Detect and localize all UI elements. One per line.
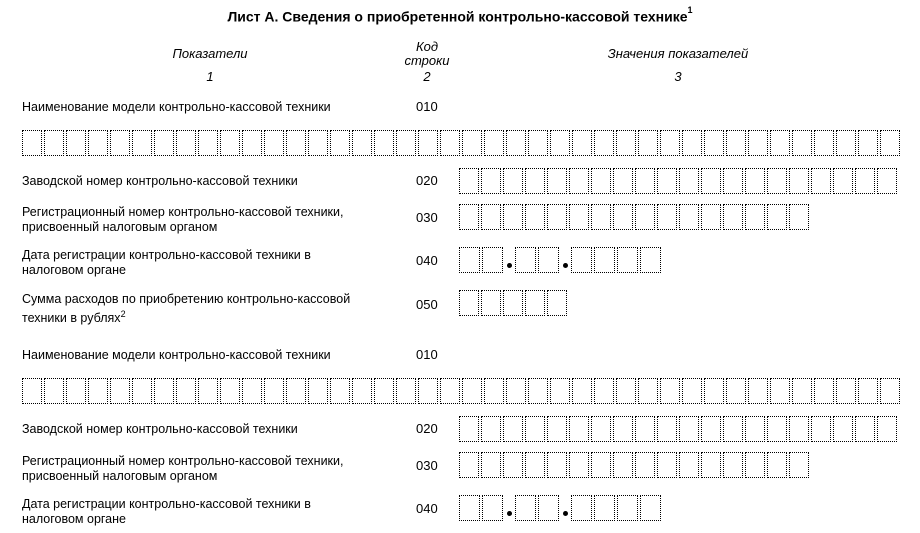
- input-cell[interactable]: [506, 130, 526, 156]
- input-cell[interactable]: [525, 290, 545, 316]
- input-cell[interactable]: [286, 130, 306, 156]
- model-name-label-2: Наименование модели контрольно-кассовой техники: [22, 348, 331, 362]
- input-cell[interactable]: [679, 168, 699, 194]
- input-cell[interactable]: [594, 378, 614, 404]
- input-cell[interactable]: [660, 130, 680, 156]
- input-cell[interactable]: [591, 168, 611, 194]
- date-separator-dot: [505, 495, 515, 521]
- input-cell[interactable]: [462, 378, 482, 404]
- input-cell[interactable]: [110, 130, 130, 156]
- serial-number-code-2: 020: [416, 421, 438, 436]
- registration-date-label-line2: налоговом органе: [22, 263, 126, 277]
- registration-number-code: 030: [416, 210, 438, 225]
- input-cell[interactable]: [459, 247, 480, 273]
- input-cell[interactable]: [198, 130, 218, 156]
- input-cell[interactable]: [264, 130, 284, 156]
- input-cell[interactable]: [462, 130, 482, 156]
- input-cell[interactable]: [459, 168, 479, 194]
- input-cell[interactable]: [154, 130, 174, 156]
- input-cell[interactable]: [154, 378, 174, 404]
- input-cell[interactable]: [635, 168, 655, 194]
- input-cell[interactable]: [396, 130, 416, 156]
- input-cell[interactable]: [701, 416, 721, 442]
- input-cell[interactable]: [726, 378, 746, 404]
- input-cell[interactable]: [613, 204, 633, 230]
- model-name-input-cells[interactable]: [22, 130, 902, 158]
- input-cell[interactable]: [811, 168, 831, 194]
- registration-date-code: 040: [416, 253, 438, 268]
- input-cell[interactable]: [767, 168, 787, 194]
- input-cell[interactable]: [459, 290, 479, 316]
- registration-number-code-2: 030: [416, 458, 438, 473]
- input-cell[interactable]: [591, 416, 611, 442]
- input-cell[interactable]: [418, 130, 438, 156]
- purchase-sum-label: [22, 292, 350, 326]
- input-cell[interactable]: [66, 130, 86, 156]
- input-cell[interactable]: [481, 290, 501, 316]
- column-number-1: 1: [206, 69, 214, 84]
- purchase-sum-label-line2: техники в рублях: [22, 311, 121, 326]
- input-cell[interactable]: [481, 416, 501, 442]
- serial-number-input-cells-2[interactable]: [459, 416, 899, 444]
- serial-number-code: 020: [416, 173, 438, 188]
- input-cell[interactable]: [591, 204, 611, 230]
- form-title-text: Лист А. Сведения о приобретенной контрольно-кассовой технике: [227, 8, 688, 25]
- input-cell[interactable]: [110, 378, 130, 404]
- input-cell[interactable]: [635, 416, 655, 442]
- input-cell[interactable]: [374, 378, 394, 404]
- input-cell[interactable]: [440, 378, 460, 404]
- model-name-code-2: 010: [416, 347, 438, 362]
- input-cell[interactable]: [528, 130, 548, 156]
- input-cell[interactable]: [525, 416, 545, 442]
- input-cell[interactable]: [723, 204, 743, 230]
- registration-date-label: [22, 248, 311, 278]
- input-cell[interactable]: [660, 378, 680, 404]
- registration-date-label-2: [22, 497, 311, 527]
- purchase-sum-code: 050: [416, 297, 438, 312]
- input-cell[interactable]: [547, 452, 567, 478]
- registration-number-label-2: [22, 454, 343, 484]
- input-cell[interactable]: [569, 204, 589, 230]
- input-cell[interactable]: [638, 130, 658, 156]
- purchase-sum-input-cells[interactable]: [459, 290, 569, 318]
- input-cell[interactable]: [418, 378, 438, 404]
- input-cell[interactable]: [220, 130, 240, 156]
- date-separator-dot: [561, 495, 571, 521]
- input-cell[interactable]: [440, 130, 460, 156]
- input-cell[interactable]: [880, 130, 900, 156]
- input-cell[interactable]: [792, 378, 812, 404]
- registration-number-label-2-line1: Регистрационный номер контрольно-кассовой техники,: [22, 454, 344, 468]
- serial-number-input-cells[interactable]: [459, 168, 899, 196]
- input-cell[interactable]: [635, 452, 655, 478]
- input-cell[interactable]: [789, 168, 809, 194]
- input-cell[interactable]: [330, 378, 350, 404]
- input-cell[interactable]: [484, 378, 504, 404]
- input-cell[interactable]: [682, 378, 702, 404]
- input-cell[interactable]: [220, 378, 240, 404]
- purchase-sum-label-line1: Сумма расходов по приобретению контрольно-кассовой: [22, 292, 351, 306]
- input-cell[interactable]: [833, 416, 853, 442]
- input-cell[interactable]: [836, 378, 856, 404]
- input-cell[interactable]: [569, 416, 589, 442]
- registration-date-input-cells-2[interactable]: [459, 495, 663, 523]
- serial-number-label: Заводской номер контрольно-кассовой техники: [22, 174, 298, 188]
- registration-number-label: [22, 205, 343, 235]
- registration-date-label-2-line2: налоговом органе: [22, 512, 126, 526]
- input-cell[interactable]: [176, 130, 196, 156]
- title-footnote-marker: 1: [687, 5, 693, 15]
- input-cell[interactable]: [657, 204, 677, 230]
- registration-date-input-cells[interactable]: [459, 247, 663, 275]
- input-cell[interactable]: [613, 168, 633, 194]
- date-separator-dot: [505, 247, 515, 273]
- input-cell[interactable]: [132, 378, 152, 404]
- input-cell[interactable]: [792, 130, 812, 156]
- registration-number-label-line2: присвоенный налоговым органом: [22, 220, 218, 234]
- registration-number-input-cells[interactable]: [459, 204, 811, 232]
- input-cell[interactable]: [789, 416, 809, 442]
- input-cell[interactable]: [22, 130, 42, 156]
- input-cell[interactable]: [242, 130, 262, 156]
- input-cell[interactable]: [726, 130, 746, 156]
- input-cell[interactable]: [679, 452, 699, 478]
- input-cell[interactable]: [635, 204, 655, 230]
- input-cell[interactable]: [855, 416, 875, 442]
- input-cell[interactable]: [482, 495, 503, 521]
- input-cell[interactable]: [833, 168, 853, 194]
- input-cell[interactable]: [745, 204, 765, 230]
- input-cell[interactable]: [789, 204, 809, 230]
- input-cell[interactable]: [767, 452, 787, 478]
- sum-footnote-marker: 2: [120, 309, 126, 319]
- registration-date-label-2-line1: Дата регистрации контрольно-кассовой техники в: [22, 497, 311, 511]
- input-cell[interactable]: [591, 452, 611, 478]
- input-cell[interactable]: [748, 378, 768, 404]
- input-cell[interactable]: [745, 168, 765, 194]
- column-header-indicators: Показатели: [172, 46, 248, 61]
- input-cell[interactable]: [525, 204, 545, 230]
- input-cell[interactable]: [459, 204, 479, 230]
- input-cell[interactable]: [484, 130, 504, 156]
- input-cell[interactable]: [481, 452, 501, 478]
- input-cell[interactable]: [723, 168, 743, 194]
- input-cell[interactable]: [767, 416, 787, 442]
- input-cell[interactable]: [723, 416, 743, 442]
- input-cell[interactable]: [723, 452, 743, 478]
- input-cell[interactable]: [525, 452, 545, 478]
- input-cell[interactable]: [638, 378, 658, 404]
- column-number-2: 2: [423, 69, 431, 84]
- input-cell[interactable]: [547, 168, 567, 194]
- input-cell[interactable]: [481, 168, 501, 194]
- input-cell[interactable]: [286, 378, 306, 404]
- input-cell[interactable]: [877, 416, 897, 442]
- input-cell[interactable]: [701, 204, 721, 230]
- input-cell[interactable]: [594, 247, 615, 273]
- input-cell[interactable]: [330, 130, 350, 156]
- input-cell[interactable]: [858, 378, 878, 404]
- input-cell[interactable]: [811, 416, 831, 442]
- input-cell[interactable]: [594, 495, 615, 521]
- input-cell[interactable]: [198, 378, 218, 404]
- input-cell[interactable]: [704, 130, 724, 156]
- input-cell[interactable]: [515, 247, 536, 273]
- input-cell[interactable]: [481, 204, 501, 230]
- input-cell[interactable]: [767, 204, 787, 230]
- input-cell[interactable]: [682, 130, 702, 156]
- input-cell[interactable]: [503, 290, 523, 316]
- input-cell[interactable]: [132, 130, 152, 156]
- input-cell[interactable]: [538, 495, 559, 521]
- input-cell[interactable]: [657, 168, 677, 194]
- input-cell[interactable]: [242, 378, 262, 404]
- input-cell[interactable]: [515, 495, 536, 521]
- input-cell[interactable]: [748, 130, 768, 156]
- model-name-label: Наименование модели контрольно-кассовой техники: [22, 100, 331, 114]
- input-cell[interactable]: [547, 290, 567, 316]
- input-cell[interactable]: [855, 168, 875, 194]
- column-header-code: [395, 40, 459, 68]
- input-cell[interactable]: [506, 378, 526, 404]
- input-cell[interactable]: [569, 168, 589, 194]
- column-number-3: 3: [674, 69, 682, 84]
- input-cell[interactable]: [571, 247, 592, 273]
- input-cell[interactable]: [571, 495, 592, 521]
- input-cell[interactable]: [352, 378, 372, 404]
- input-cell[interactable]: [503, 416, 523, 442]
- date-separator-dot: [561, 247, 571, 273]
- column-header-code-line2: строки: [404, 53, 450, 68]
- input-cell[interactable]: [572, 130, 592, 156]
- input-cell[interactable]: [877, 168, 897, 194]
- serial-number-label-2: Заводской номер контрольно-кассовой техники: [22, 422, 298, 436]
- input-cell[interactable]: [616, 378, 636, 404]
- registration-number-label-line1: Регистрационный номер контрольно-кассовой техники,: [22, 205, 344, 219]
- input-cell[interactable]: [459, 452, 479, 478]
- registration-number-input-cells-2[interactable]: [459, 452, 811, 480]
- input-cell[interactable]: [459, 416, 479, 442]
- column-header-values: Значения показателей: [607, 46, 749, 61]
- input-cell[interactable]: [66, 378, 86, 404]
- column-header-code-line1: Код: [415, 39, 439, 54]
- input-cell[interactable]: [704, 378, 724, 404]
- input-cell[interactable]: [679, 204, 699, 230]
- input-cell[interactable]: [550, 378, 570, 404]
- model-name-input-cells-2[interactable]: [22, 378, 902, 406]
- input-cell[interactable]: [657, 452, 677, 478]
- input-cell[interactable]: [613, 452, 633, 478]
- input-cell[interactable]: [374, 130, 394, 156]
- input-cell[interactable]: [572, 378, 592, 404]
- input-cell[interactable]: [176, 378, 196, 404]
- input-cell[interactable]: [640, 495, 661, 521]
- model-name-code: 010: [416, 99, 438, 114]
- input-cell[interactable]: [503, 204, 523, 230]
- input-cell[interactable]: [547, 204, 567, 230]
- input-cell[interactable]: [44, 130, 64, 156]
- input-cell[interactable]: [22, 378, 42, 404]
- input-cell[interactable]: [308, 130, 328, 156]
- input-cell[interactable]: [745, 416, 765, 442]
- input-cell[interactable]: [482, 247, 503, 273]
- input-cell[interactable]: [88, 130, 108, 156]
- form-title: [0, 5, 920, 25]
- input-cell[interactable]: [814, 378, 834, 404]
- input-cell[interactable]: [701, 452, 721, 478]
- registration-date-code-2: 040: [416, 501, 438, 516]
- input-cell[interactable]: [503, 168, 523, 194]
- input-cell[interactable]: [679, 416, 699, 442]
- input-cell[interactable]: [616, 130, 636, 156]
- input-cell[interactable]: [352, 130, 372, 156]
- input-cell[interactable]: [503, 452, 523, 478]
- input-cell[interactable]: [613, 416, 633, 442]
- input-cell[interactable]: [594, 130, 614, 156]
- input-cell[interactable]: [617, 495, 638, 521]
- input-cell[interactable]: [770, 130, 790, 156]
- input-cell[interactable]: [770, 378, 790, 404]
- input-cell[interactable]: [88, 378, 108, 404]
- input-cell[interactable]: [525, 168, 545, 194]
- input-cell[interactable]: [858, 130, 878, 156]
- input-cell[interactable]: [538, 247, 559, 273]
- input-cell[interactable]: [547, 416, 567, 442]
- input-cell[interactable]: [550, 130, 570, 156]
- input-cell[interactable]: [264, 378, 284, 404]
- input-cell[interactable]: [459, 495, 480, 521]
- input-cell[interactable]: [569, 452, 589, 478]
- registration-number-label-2-line2: присвоенный налоговым органом: [22, 469, 218, 483]
- input-cell[interactable]: [836, 130, 856, 156]
- input-cell[interactable]: [308, 378, 328, 404]
- input-cell[interactable]: [657, 416, 677, 442]
- input-cell[interactable]: [814, 130, 834, 156]
- input-cell[interactable]: [640, 247, 661, 273]
- input-cell[interactable]: [617, 247, 638, 273]
- registration-date-label-line1: Дата регистрации контрольно-кассовой техники в: [22, 248, 311, 262]
- input-cell[interactable]: [528, 378, 548, 404]
- input-cell[interactable]: [745, 452, 765, 478]
- input-cell[interactable]: [701, 168, 721, 194]
- input-cell[interactable]: [789, 452, 809, 478]
- input-cell[interactable]: [44, 378, 64, 404]
- input-cell[interactable]: [396, 378, 416, 404]
- input-cell[interactable]: [880, 378, 900, 404]
